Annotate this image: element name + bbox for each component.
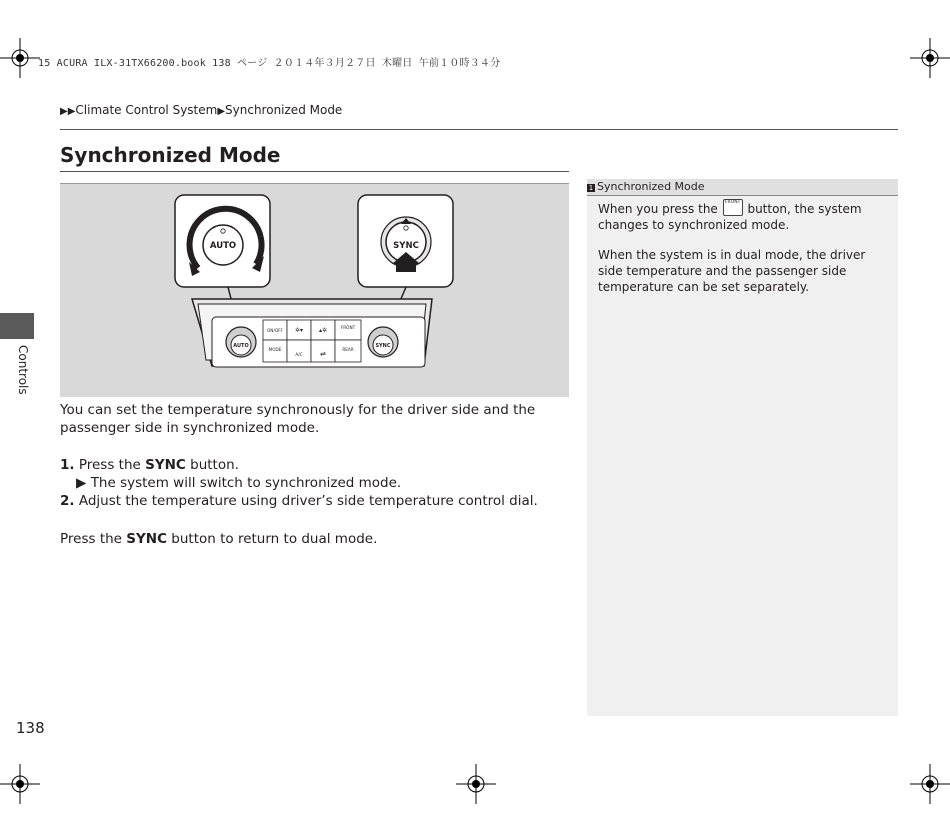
sync-dial-label: SYNC	[393, 241, 419, 251]
climate-panel-figure	[60, 183, 569, 397]
climate-panel	[192, 299, 432, 367]
steps-list	[60, 456, 570, 510]
step-2: 2. Adjust the temperature using driver’s side temperature control dial.	[60, 493, 538, 509]
title-divider	[60, 171, 569, 172]
sidebar-note-heading: 1 Synchronized Mode	[587, 179, 898, 195]
svg-text:AUTO: AUTO	[233, 343, 249, 349]
registration-mark-bottom-left	[0, 764, 40, 804]
result-arrow-icon: ▶	[76, 475, 91, 491]
breadcrumb-arrow-icon: ▶▶	[60, 106, 76, 117]
breadcrumb-arrow-icon: ▶	[217, 106, 226, 117]
header-divider	[60, 129, 898, 130]
mode-button[interactable]: MODE	[268, 347, 282, 352]
intro-paragraph: You can set the temperature synchronously for the driver side and the passenger side in synchronized mode.	[60, 402, 536, 436]
front-defrost-button[interactable]: FRONT	[340, 325, 356, 330]
sidebar-note-divider	[587, 195, 898, 196]
auto-dial-callout	[175, 195, 270, 287]
page-number: 138	[16, 719, 45, 737]
sidebar-note-paragraph-1: When you press the FRONT button, the system changes to synchronized mode.	[598, 200, 862, 232]
recirculation-button[interactable]: ⇌	[320, 350, 326, 358]
sync-dial-callout	[358, 195, 453, 287]
breadcrumb	[60, 103, 342, 117]
registration-mark-bottom-right	[910, 764, 950, 804]
climate-panel-illustration	[60, 184, 569, 397]
page-title: Synchronized Mode	[60, 143, 281, 167]
ac-button[interactable]: A/C	[295, 352, 303, 357]
on-off-button[interactable]: ON/OFF	[267, 328, 283, 333]
auto-dial-label: AUTO	[209, 241, 237, 251]
breadcrumb-page: Synchronized Mode	[225, 103, 343, 117]
print-header: 15 ACURA ILX-31TX66200.book 138 ページ ２０１４年３月２７日 木曜日 午前１０時３４分	[38, 58, 501, 69]
closing-paragraph: Press the SYNC button to return to dual mode.	[60, 531, 378, 547]
registration-mark-bottom-center	[456, 764, 496, 804]
sidebar-note	[587, 179, 898, 716]
step-1-result: ▶ The system will switch to synchronized mode.	[76, 475, 402, 491]
fan-up-button[interactable]: ▴✲	[318, 327, 328, 334]
svg-text:SYNC: SYNC	[375, 343, 391, 349]
section-tab-marker	[0, 313, 34, 339]
registration-mark-top-right	[910, 38, 950, 78]
breadcrumb-section[interactable]: Climate Control System	[75, 103, 218, 117]
step-1: 1. Press the SYNC button.	[60, 457, 239, 473]
sidebar-note-paragraph-2: When the system is in dual mode, the driver side temperature and the passenger side temperature can be set separately.	[598, 248, 866, 294]
fan-down-button[interactable]: ✲▾	[294, 327, 304, 334]
front-defrost-button-icon: FRONT	[723, 199, 743, 216]
section-tab-label[interactable]: Controls	[16, 345, 30, 395]
note-marker-icon: 1	[588, 184, 594, 192]
registration-mark-top-left	[0, 38, 40, 78]
rear-defrost-button[interactable]: REAR	[342, 347, 354, 352]
